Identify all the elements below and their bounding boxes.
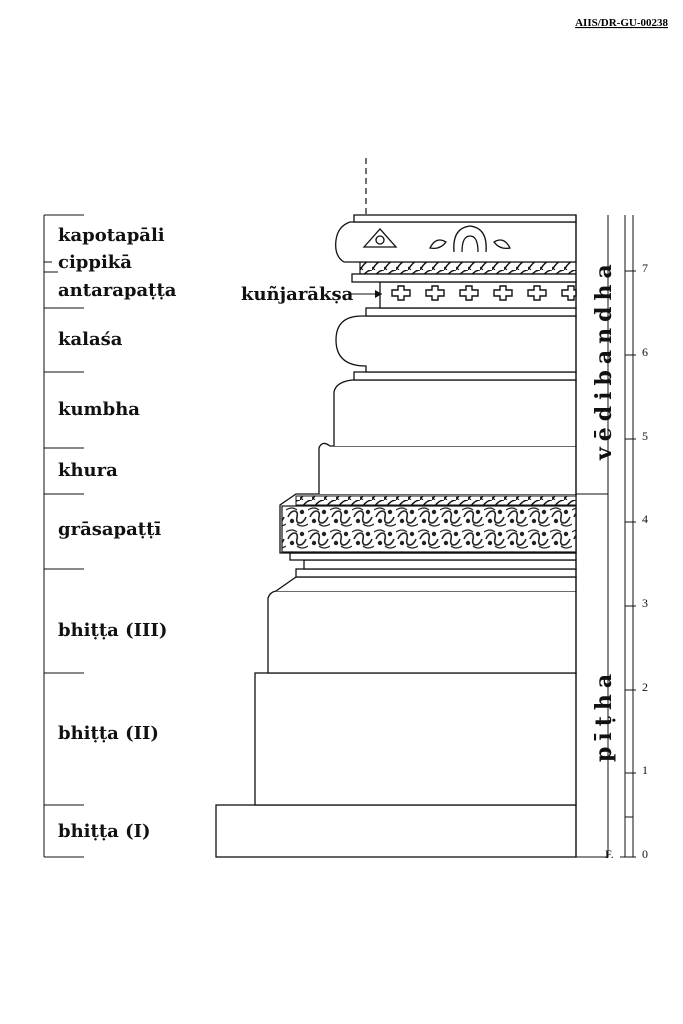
label-kapotapali: kapotapāli [58,225,165,246]
section-label-pitha: pīṭha [591,667,617,762]
scale-tick-4: 4 [642,512,648,526]
scale-tick-7: 7 [642,261,648,275]
khura-moulding [319,443,576,494]
section-label-vedibandha: vēdibandha [591,258,617,460]
label-kalasa: kalaśa [58,329,123,350]
floor-level-label: F. [605,847,614,861]
drawing-reference-code: AIIS/DR-GU-00238 [575,17,668,29]
kalasa-moulding [336,316,576,372]
label-antarapatta: antarapaṭṭa [58,280,177,301]
kumbha-moulding [334,380,576,446]
kunjaraksha-callout [241,284,382,305]
label-kunjaraksha: kuñjarākṣa [241,284,354,305]
scale-tick-5: 5 [642,429,648,443]
scale-tick-6: 6 [642,345,648,359]
bhitta-2-block [255,673,576,805]
label-bhitta-2: bhiṭṭa (II) [58,723,159,744]
moulding-profile [216,158,576,857]
moulding-labels [58,225,177,842]
label-khura: khura [58,460,118,481]
scale-tick-2: 2 [642,680,648,694]
cippika-band [360,262,576,274]
label-bhitta-3: bhiṭṭa (III) [58,620,168,641]
label-bhitta-1: bhiṭṭa (I) [58,821,151,842]
kapotapali-moulding [336,222,576,262]
bhitta-1-block [216,805,576,857]
bhitta-3-block [268,591,576,673]
label-kumbha: kumbha [58,399,140,420]
scale-tick-1: 1 [642,763,648,777]
scale-tick-0: 0 [642,847,648,861]
label-cippika: cippikā [58,252,132,273]
scale-tick-3: 3 [642,596,648,610]
label-grasapatti: grāsapaṭṭī [58,519,162,540]
